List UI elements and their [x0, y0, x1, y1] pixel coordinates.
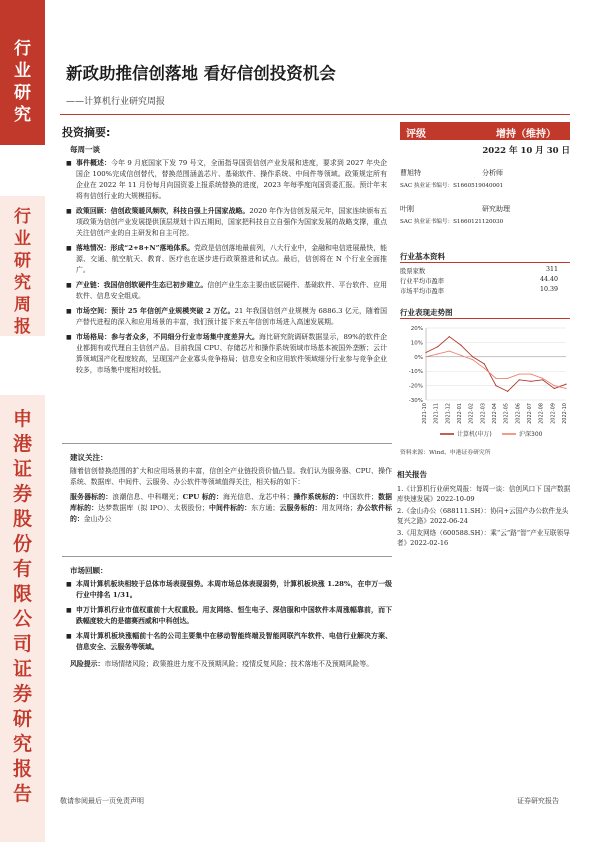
- related-item: 2.《金山办公（688111.SH）：协同+云国产办公软件龙头复兴之路》2022-06-24: [397, 507, 569, 525]
- info-row: [400, 276, 558, 285]
- x-tick-label: 2022-09: [550, 403, 557, 424]
- chart-source: 资料来源：Wind、申港证券研究所: [400, 450, 491, 456]
- bullet-text: 党政是信创落地最前列，八大行业中，金融和电信进展最快，能源、交通、航空航天、教育、医疗也在逐步进行政策推进和试点。最后，信创将在 N 个行业全面推广。: [76, 244, 387, 274]
- analyst-name: 曹旭特: [400, 169, 421, 177]
- sidebar-char: 研: [12, 708, 32, 730]
- series-point: [460, 355, 461, 356]
- summary-bullet: [62, 280, 387, 302]
- y-tick-label: 20%: [410, 326, 423, 332]
- sidebar-bottom-band: [0, 395, 45, 842]
- risk-text: 市场情绪风险；政策推进力度不及预期风险；疫情反复风险；技术落地不及预期风险等。: [104, 660, 374, 668]
- x-tick-label: 2022-08: [538, 403, 545, 424]
- sidebar-char: 行: [14, 207, 31, 227]
- advice-items: [62, 492, 392, 525]
- analyst-role: 分析师: [482, 169, 503, 177]
- series-point: [565, 388, 566, 389]
- chart-heading: 行业表现走势图: [400, 308, 453, 317]
- x-tick-label: 2022-06: [515, 403, 522, 424]
- sidebar-char: 业: [14, 61, 31, 81]
- sidebar-char: 报: [12, 758, 32, 780]
- legend-label: 沪深300: [519, 431, 543, 438]
- x-tick-label: 2022-02: [468, 403, 475, 424]
- x-tick-label: 2022-01: [457, 403, 463, 424]
- info-row: [400, 286, 558, 295]
- sidebar-char: 报: [14, 317, 31, 337]
- series-point: [519, 373, 520, 374]
- bullet-lead: 落地情况：形成“2+8+N”落地体系。: [76, 244, 195, 252]
- advice-item-label: 办公软件标的：: [70, 504, 393, 523]
- risk-label: 风险提示：: [70, 660, 105, 668]
- sidebar-char: 股: [12, 508, 32, 530]
- x-tick-label: 2022-10: [562, 403, 568, 424]
- bullet-lead: 产业链：我国信创软硬件生态已初步建立。: [76, 281, 208, 289]
- info-row: [400, 266, 558, 275]
- y-tick-label: -20%: [408, 383, 423, 390]
- bullet-lead: 政策回顾：信创政策暖风频吹，科技自强上升国家战略。: [76, 207, 250, 215]
- series-point: [554, 388, 555, 389]
- info-label: 行业平均市盈率: [400, 278, 445, 285]
- series-point: [449, 350, 450, 351]
- series-point: [437, 346, 438, 347]
- sidebar-char: 究: [14, 105, 31, 125]
- series-point: [507, 378, 508, 379]
- market-bullet: ■ 申万计算机行业市值权重前十大权重股。用友网络、恒生电子、深信服和中国软件本周涨幅靠前，而下跌幅度较大的是德赛西威和中科创达。: [62, 605, 392, 627]
- summary-bullet: [62, 332, 387, 376]
- info-label: 股票家数: [400, 268, 426, 275]
- sidebar-char: 公: [12, 608, 32, 630]
- summary-bullet: [62, 243, 387, 276]
- info-value: 311: [545, 266, 558, 273]
- series-point: [542, 379, 543, 380]
- series-line-0: [426, 337, 566, 392]
- market-section: [62, 556, 392, 674]
- summary-bullet: [62, 158, 387, 202]
- chart-divider: [400, 318, 570, 319]
- y-tick-label: 10%: [410, 340, 423, 347]
- series-point: [565, 384, 566, 385]
- related-heading: 相关报告: [397, 470, 427, 479]
- risk-warning: [62, 659, 392, 670]
- bullet-text: 2020 年作为信创发展元年，国家连续颁布五项政策为信创产业发展提供顶层规划十四五期间，国家把科技自立自强作为国家发展的战略支撑，重点关注信创产业的自主研发和自主可控。: [76, 207, 387, 237]
- header-divider: [60, 114, 570, 115]
- sidebar-char: 告: [12, 783, 32, 805]
- basic-info-divider: [400, 262, 570, 263]
- advice-item-label: 操作系统标的：: [293, 493, 343, 501]
- series-point: [542, 378, 543, 379]
- advice-item-text: 东方通；: [251, 504, 280, 512]
- footer-label: 证券研究报告: [517, 797, 559, 805]
- summary-bullet: [62, 306, 387, 328]
- series-point: [530, 381, 531, 382]
- sidebar-top-band: [0, 0, 45, 145]
- market-heading: 市场回顾：: [70, 566, 108, 575]
- y-tick-label: 0%: [414, 354, 423, 361]
- summary-heading: 投资摘要:: [62, 126, 111, 139]
- advice-item-label: 服务器标的：: [70, 493, 113, 501]
- report-date: 2022 年 10 月 30 日: [482, 146, 570, 156]
- bullet-lead: 市场格局：参与者众多，不同细分行业市场集中度差异大。: [76, 333, 260, 341]
- sidebar-mid-text: [0, 206, 45, 338]
- advice-item-text: 中国软件；: [342, 493, 378, 501]
- related-item: 3.《用友网络（600588.SH）：乘“云”路“智”产业互联领导者》2022-02-16: [397, 529, 570, 547]
- rating-label: 评级: [406, 129, 426, 140]
- series-point: [495, 385, 496, 386]
- x-tick-label: 2022-03: [480, 403, 487, 424]
- sidebar-char: 周: [14, 295, 31, 315]
- analyst-role: 研究助理: [482, 205, 510, 213]
- info-value: 10.39: [539, 286, 558, 293]
- sidebar: [0, 0, 45, 842]
- rating-value: 增持（维持）: [496, 129, 556, 140]
- sidebar-char: 券: [12, 483, 32, 505]
- x-tick-label: 2021-10: [422, 403, 428, 424]
- info-label: 市场平均市盈率: [400, 288, 445, 295]
- y-tick-label: -30%: [408, 398, 423, 404]
- sidebar-char: 司: [12, 633, 32, 655]
- series-point: [460, 345, 461, 346]
- sidebar-char: 限: [12, 583, 32, 605]
- advice-intro: 随着信创替换范围的扩大和应用场景的丰富，信创全产业链投资价值凸显。我们认为服务器、CPU、操作系统、数据库、中间件、云服务、办公软件等领域值得关注，相关标的如下：: [70, 467, 392, 486]
- x-tick-label: 2021-12: [445, 403, 452, 424]
- x-tick-label: 2022-07: [527, 403, 533, 424]
- sidebar-char: 港: [12, 433, 32, 455]
- advice-heading: 建议关注：: [70, 453, 108, 462]
- series-point: [554, 385, 555, 386]
- summary-bullets: [62, 158, 387, 376]
- related-list: [397, 484, 572, 548]
- basic-info-heading: 行业基本资料: [400, 252, 445, 261]
- series-point: [530, 373, 531, 374]
- sidebar-char: 究: [14, 273, 31, 293]
- bullet-text: 信创产业生态主要由底层硬件、基础软件、平台软件、应用软件、信息安全组成。: [76, 281, 388, 300]
- rating-box: [400, 122, 570, 140]
- sidebar-char: 申: [12, 408, 32, 430]
- advice-item-text: 浪潮信息、中科曙光；: [112, 493, 183, 501]
- sidebar-top-text: [0, 38, 45, 126]
- analyst-name: 叶刚: [400, 205, 414, 213]
- y-tick-label: -10%: [408, 369, 423, 376]
- advice-item-label: 中间件标的：: [208, 504, 252, 512]
- market-bullets: [62, 579, 392, 653]
- sidebar-char: 研: [14, 251, 31, 271]
- sidebar-char: 证: [12, 658, 32, 680]
- legend-label: 计算机(申万): [457, 431, 492, 438]
- analyst-license: SAC 执业证书编号：S1660121120030: [400, 219, 504, 225]
- x-tick-label: 2021-11: [433, 403, 440, 424]
- sidebar-char: 究: [12, 733, 32, 755]
- series-point: [484, 368, 485, 369]
- x-tick-label: 2022-05: [503, 403, 510, 424]
- series-point: [472, 356, 473, 357]
- series-point: [507, 391, 508, 392]
- info-value: 44.40: [539, 276, 558, 283]
- advice-item-label: 云服务标的：: [279, 504, 322, 512]
- sidebar-char: 业: [14, 229, 31, 249]
- sidebar-bottom-text: [0, 407, 45, 807]
- market-bullet: ■ 本周计算机板块相较于总体市场表现强势。本周市场总体表现弱势，计算机板块涨 1.28%，在申万一级行业中排名 1/31。: [62, 579, 392, 601]
- industry-performance-chart: [400, 322, 570, 442]
- related-reports: [397, 470, 572, 550]
- advice-item-text: 达梦数据库（拟 IPO）、太极股份；: [98, 504, 209, 512]
- analyst-license: SAC 执业证书编号：S1660519040001: [400, 183, 504, 189]
- sidebar-char: 券: [12, 683, 32, 705]
- bullet-lead: 市场空间：预计 25 年信创产业规模突破 2 万亿。: [76, 307, 235, 315]
- sidebar-mid-band: [0, 196, 45, 336]
- advice-item-text: 海光信息、龙芯中科；: [223, 493, 294, 501]
- bullet-text: 海比研究院调研数据显示，89%的软件企业都拥有或代理自主信创产品。目前我国 CPU、存储芯片和操作系统领域市场基本被国外垄断；云计算领域国产化程度较高，呈现国产企业寡头竞争格局；信息安全和应用软件领域细分行业参与竞争企业较多，市场集中度相对较低。: [76, 333, 387, 374]
- series-point: [484, 363, 485, 364]
- advice-item-text: 用友网络；: [321, 504, 357, 512]
- page-subtitle: ——计算机行业研究周报: [66, 97, 166, 107]
- summary-column: [62, 140, 387, 380]
- series-point: [425, 352, 426, 353]
- sidebar-char: 份: [12, 533, 32, 555]
- summary-bullet: [62, 206, 387, 239]
- bullet-lead: 事件概述：: [76, 159, 112, 167]
- sidebar-char: 有: [12, 558, 32, 580]
- footer-disclaimer: 敬请参阅最后一页免责声明: [60, 797, 144, 805]
- advice-section: [62, 443, 392, 529]
- market-bullet: ■ 本周计算机板块涨幅前十名的公司主要集中在移动智能终端及智能网联汽车软件、电信行业解决方案、信息安全、云服务等领域。: [62, 631, 392, 653]
- weekly-heading: 每周一谈: [70, 145, 100, 154]
- series-point: [449, 336, 450, 337]
- advice-item-text: 金山办公: [83, 515, 112, 523]
- series-point: [437, 353, 438, 354]
- advice-item-label: CPU 标的：: [182, 493, 224, 501]
- related-item: 1.《计算机行业研究周报：每周一谈：信创风口下 国产数据库快速发展》2022-10-09: [397, 485, 571, 503]
- bullet-text: 21 年我国信创产业规模为 6886.3 亿元，随着国产替代进程的深入和应用场景的丰富，我们预计接下来五年信创市场进入高速发展期。: [76, 307, 388, 326]
- x-tick-label: 2022-04: [492, 403, 498, 424]
- advice-item-label: 数据库标的：: [70, 493, 393, 512]
- series-point: [472, 359, 473, 360]
- series-point: [495, 378, 496, 379]
- series-point: [425, 356, 426, 357]
- bullet-text: 今年 9 月底国家下发 79 号文，全面指导国资信创产业发展和进度，要求到 2027 年央企国企 100%完成信创替代，替换范围涵盖芯片、基础软件、操作系统、中间件等领域。政策规定所有企业在 2022 年 11 月份每月向国资委上报系统替换的进度，2023 年每季度向国资委汇报。预计年末将有信创行业的大规模招标。: [76, 159, 388, 200]
- sidebar-char: 研: [14, 83, 31, 103]
- page-title: 新政助推信创落地 看好信创投资机会: [66, 64, 336, 83]
- sidebar-char: 行: [14, 39, 31, 59]
- series-point: [519, 379, 520, 380]
- sidebar-char: 证: [12, 458, 32, 480]
